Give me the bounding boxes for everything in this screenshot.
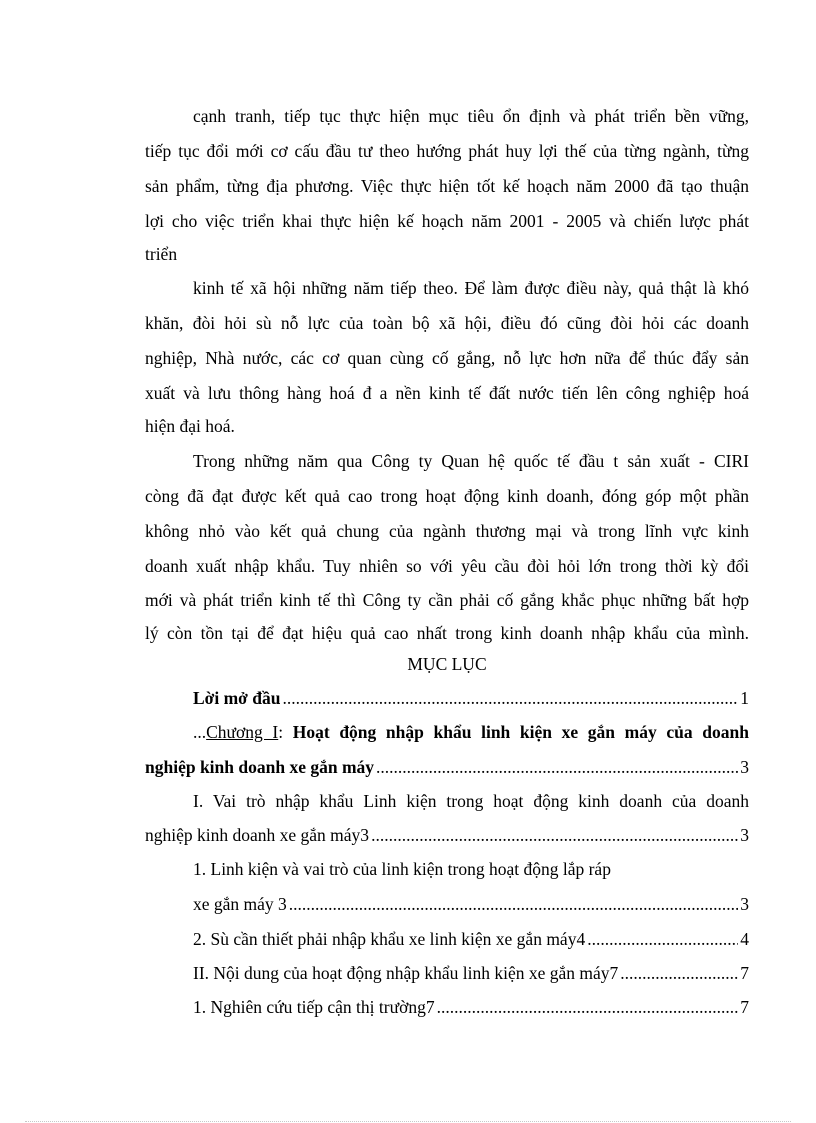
body-text-line: doanh xuất nhập khẩu. Tuy nhiên so với yêu cầu đòi hỏi lớn trong thời kỳ đổi: [145, 556, 749, 576]
toc-leader-dots: [437, 995, 739, 1019]
toc-entry-label: II. Nội dung của hoạt động nhập khẩu linh kiện xe gắn máy7: [193, 963, 619, 983]
toc-page-number: 1: [740, 688, 749, 708]
toc-chapter-title: Hoạt động nhập khẩu linh kiện xe gắn máy của doanh: [292, 722, 749, 742]
body-text-line: nghiệp, Nhà nước, các cơ quan cùng cố gắng, nỗ lực hơn nữa để thúc đẩy sản: [145, 348, 749, 368]
body-text-line: không nhỏ vào kết quả chung của ngành thương mại và trong lĩnh vực kinh: [145, 521, 749, 541]
toc-entry-section-I-line2: [145, 823, 749, 847]
toc-leader-dots: [376, 755, 738, 779]
toc-entry-label: nghiệp kinh doanh xe gắn máy3: [145, 825, 370, 845]
toc-entry-intro: [193, 686, 749, 710]
body-text-line: còng đã đạt được kết quả cao trong hoạt động kinh doanh, đóng góp một phần: [145, 486, 749, 506]
toc-chapter-label: Chương I: [206, 722, 279, 742]
toc-chapter-title-cont: nghiệp kinh doanh xe gắn máy: [145, 757, 375, 777]
toc-entry-item1-line1: 1. Linh kiện và vai trò của linh kiện trong hoạt động lắp ráp: [193, 859, 611, 879]
toc-entry-item2: [193, 927, 749, 951]
toc-page-number: 7: [740, 997, 749, 1017]
body-text-line: triển: [145, 244, 178, 264]
body-text-line: lợi cho việc triển khai thực hiện kế hoạch năm 2001 - 2005 và chiến lược phát: [145, 211, 749, 231]
toc-chapter-colon: :: [278, 722, 293, 742]
toc-entry-item1-line2: [193, 892, 749, 916]
body-text-line: kinh tế xã hội những năm tiếp theo. Để làm được điều này, quả thật là khó: [193, 278, 749, 298]
toc-chapter-prefix: ...: [193, 722, 207, 742]
toc-page-number: 7: [740, 963, 749, 983]
toc-leader-dots: [620, 961, 738, 985]
body-text-line: sản phẩm, từng địa phương. Việc thực hiện tốt kế hoạch năm 2000 đã tạo thuận: [145, 176, 749, 196]
body-text-line: khăn, đòi hỏi sù nỗ lực của toàn bộ xã hội, điều đó cũng đòi hỏi các doanh: [145, 313, 749, 333]
page-bottom-rule: [25, 1121, 791, 1122]
toc-entry-label: xe gắn máy 3: [193, 894, 287, 914]
body-text-line: Trong những năm qua Công ty Quan hệ quốc tế đầu t sản xuất - CIRI: [193, 451, 749, 471]
toc-entry-chapter1-line2: [145, 755, 749, 779]
toc-leader-dots: [282, 686, 738, 710]
body-text-line: lý còn tồn tại để đạt hiệu quả cao nhất trong kinh doanh nhập khẩu của mình.: [145, 623, 749, 643]
toc-heading: MỤC LỤC: [407, 654, 487, 674]
toc-entry-label: 1. Nghiên cứu tiếp cận thị trường7: [193, 997, 435, 1017]
toc-entry-label: 2. Sù cần thiết phải nhập khẩu xe linh kiện xe gắn máy4: [193, 929, 586, 949]
toc-page-number: 3: [740, 825, 749, 845]
toc-entry-label: Lời mở đầu: [193, 688, 281, 708]
body-text-line: tiếp tục đổi mới cơ cấu đầu tư theo hướng phát huy lợi thế của từng ngành, từng: [145, 141, 749, 161]
toc-entry-item-II-1: [193, 995, 749, 1019]
body-text-line: cạnh tranh, tiếp tục thực hiện mục tiêu ổn định và phát triển bền vững,: [193, 106, 749, 126]
toc-leader-dots: [289, 892, 738, 916]
toc-leader-dots: [587, 927, 738, 951]
body-text-line: mới và phát triển kinh tế thì Công ty cần phải cố gắng khắc phục những bất hợp: [145, 590, 749, 610]
toc-page-number: 4: [740, 929, 749, 949]
toc-page-number: 3: [740, 757, 749, 777]
toc-entry-section-II: [193, 961, 749, 985]
toc-entry-section-I-line1: I. Vai trò nhập khẩu Linh kiện trong hoạt động kinh doanh của doanh: [193, 791, 749, 811]
toc-entry-chapter1-line1: [193, 720, 749, 744]
toc-leader-dots: [371, 823, 738, 847]
body-text-line: hiện đại hoá.: [145, 416, 235, 436]
toc-page-number: 3: [740, 894, 749, 914]
body-text-line: xuất và lưu thông hàng hoá đ a nền kinh tế đất nước tiến lên công nghiệp hoá: [145, 383, 749, 403]
